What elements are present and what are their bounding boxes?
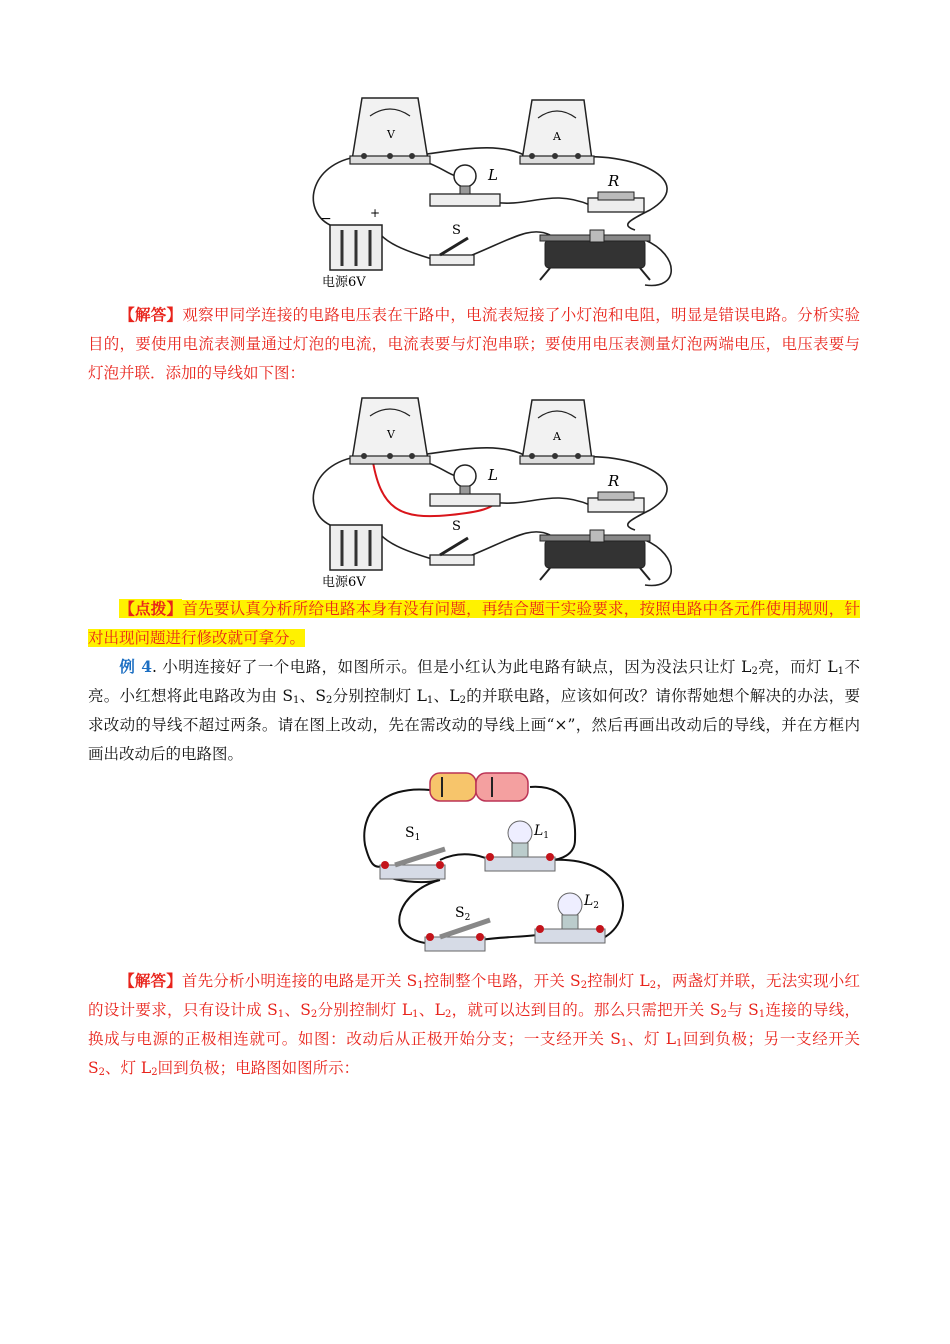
- resistor-label: R: [608, 472, 620, 490]
- s1-sub: 1: [414, 833, 421, 843]
- s1-label: S: [405, 825, 415, 841]
- batteries: [430, 773, 528, 801]
- circuit-figure-3: [350, 765, 640, 960]
- rheostat: [540, 230, 650, 280]
- l2-label: L: [584, 893, 594, 909]
- ammeter-label: A: [553, 430, 561, 443]
- s2-sub: 2: [464, 913, 471, 923]
- answer-1: 【解答】观察甲同学连接的电路电压表在干路中，电流表短接了小灯泡和电阻，明显是错误电路。分析实验目的，要使用电流表测量通过灯泡的电流，电流表要与灯泡串联；要使用电压表测量灯泡两端电压，电压表要与灯泡并联．添加的导线如下图：: [88, 305, 860, 382]
- example-label: 例 4: [119, 657, 152, 676]
- bulb-l: [430, 165, 500, 206]
- svg-text:+: +: [370, 206, 381, 220]
- svg-text:电源6V: 电源6V: [322, 275, 366, 290]
- svg-text:S: S: [452, 223, 461, 238]
- svg-text:V: V: [387, 128, 395, 141]
- switch-s1: [380, 825, 445, 879]
- answer-tag-2: 【解答】: [119, 971, 182, 990]
- l1-label: L: [534, 823, 544, 839]
- svg-text:S2: [455, 905, 470, 923]
- svg-text:S1: [405, 825, 420, 843]
- resistor-r: [588, 172, 644, 212]
- circuit-figure-1: [300, 90, 700, 290]
- answer-2: 【解答】首先分析小明连接的电路是开关 $S_1$控制整个电路，开关 $S_2$控制灯 $L_2$，两盏灯并联，无法实现小红的设计要求，只有设计成 $S_1$、$S_2$分别控制灯 $L_1$、$L_2$，就可以达到目的。那么只需把开关 $S_2$与 $S_1$连接的导线，换成与电源的正极相连就可。如图：改动后从正极开始分支；一支经开关 $S_1$、灯 $L_1$回到负极；另一支经开关 $S_2$、灯 $L_2$回到负极；电路图如图所示：: [88, 971, 861, 1078]
- battery-caption: 电源6V: [322, 575, 366, 590]
- l2-sub: 2: [593, 901, 600, 911]
- voltmeter: [350, 98, 430, 164]
- svg-text:R: R: [608, 172, 620, 190]
- circuit-figure-2: [300, 390, 700, 590]
- example-4-question: 例 4. 小明连接好了一个电路，如图所示。但是小红认为此电路有缺点，因为没法只让灯 $L_2$亮，而灯 $L_1$不亮。小红想将此电路改为由 $S_1$、$S_2$分别控制灯 $L_1$、$L_2$的并联电路，应该如何改？请你帮她想个解决的办法，要求改动的导线不超过两条。请在图上改动，先在需改动的导线上画“×”，然后再画出改动后的导线，并在方框内画出改动后的电路图。: [88, 657, 860, 763]
- switch-label: S: [452, 519, 461, 534]
- s2-label: S: [455, 905, 465, 921]
- tip-paragraph: 【点拨】首先要认真分析所给电路本身有没有问题，再结合题干实验要求，按照电路中各元件使用规则，针对出现问题进行修改就可拿分。: [88, 599, 860, 647]
- svg-text:L: L: [488, 166, 498, 184]
- bulb-l2: [535, 893, 605, 943]
- bulb-label: L: [488, 466, 498, 484]
- switch-s2: [425, 905, 490, 951]
- bulb-l1: [485, 821, 555, 871]
- svg-text:A: A: [553, 130, 561, 143]
- voltmeter-label: V: [387, 428, 395, 441]
- svg-text:L1: [533, 823, 549, 841]
- tip-tag: 【点拨】: [119, 599, 183, 618]
- svg-text:L2: [583, 893, 599, 911]
- battery: [320, 206, 382, 290]
- l1-sub: 1: [543, 831, 550, 841]
- answer-tag: 【解答】: [119, 305, 183, 324]
- ammeter: [520, 100, 594, 164]
- switch-s: [430, 223, 474, 265]
- svg-text:−: −: [320, 211, 332, 227]
